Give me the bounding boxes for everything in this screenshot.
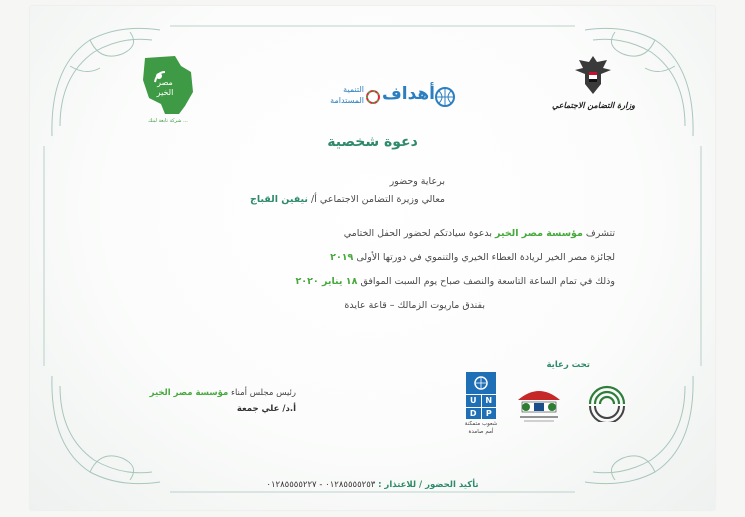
ministry-logo — [552, 54, 636, 122]
eagle-emblem-icon — [573, 54, 613, 96]
invitation-line-3 — [295, 276, 615, 287]
signature-name: أ.د/ علي جمعة — [236, 404, 296, 414]
line2-text: لجائزة مصر الخير لريادة العطاء الخيري والتنموي في دورتها الأولى — [356, 252, 615, 263]
line1-end: بدعوة سيادتكم لحضور الحفل الختامي — [343, 228, 493, 239]
minister-prefix: معالي وزيرة التضامن الاجتماعي أ/ — [311, 194, 445, 205]
sdg-sub1: التنمية — [343, 85, 364, 94]
un-laurel-icon — [473, 375, 489, 391]
rsvp-line — [30, 480, 715, 490]
undp-letter-p: P — [482, 408, 497, 420]
sdg-sub2: المستدامة — [330, 96, 364, 105]
minister-line — [250, 194, 445, 205]
signature-role-prefix: رئيس مجلس أمناء — [230, 388, 296, 398]
line1-start: تتشرف — [585, 228, 615, 239]
line3-text: وذلك في تمام الساعة التاسعة والنصف صباح يوم السبت الموافق — [360, 276, 615, 287]
line3-date: ١٨ يناير ٢٠٢٠ — [295, 276, 358, 287]
undp-caption-1: شعوب متمكنة — [464, 421, 498, 427]
undp-logo — [466, 372, 496, 436]
misr-logo-line2: الخير — [156, 88, 174, 97]
misr-elkheir-logo — [135, 52, 201, 124]
signature-org: مؤسسة مصر الخير — [149, 388, 229, 398]
line1-org: مؤسسة مصر الخير — [495, 228, 583, 239]
undp-letter-u: U — [466, 395, 481, 407]
undp-letter-n: N — [482, 395, 497, 407]
invitation-card — [30, 6, 715, 510]
invitation-line-4: بفندق ماريوت الزمالك – قاعة عايدة — [344, 300, 485, 311]
rsvp-label: تأكيد الحضور / للاعتذار : — [378, 480, 479, 490]
sdg-main-text: أهداف — [382, 84, 436, 104]
undp-caption-2: أمم صامدة — [468, 429, 494, 435]
misr-logo-caption: شركة تابعة لبنك ... — [148, 118, 188, 124]
minister-name: نيفين القباج — [250, 194, 308, 205]
sdg-wheel-icon — [366, 90, 380, 104]
rsvp-phones: ٠١٢٨٥٥٥٥٢٥٣ - ٠١٢٨٥٥٥٥٢٢٧ — [266, 480, 376, 490]
sdg-logo — [292, 82, 462, 112]
sponsors-label: تحت رعاية — [546, 360, 590, 370]
sponsor-logo-2 — [514, 384, 564, 424]
invitation-line-2 — [330, 252, 615, 263]
signature-role — [126, 388, 296, 398]
sponsor-logo-3 — [582, 384, 632, 422]
un-emblem-icon — [434, 86, 456, 108]
invitation-line-1 — [344, 228, 615, 239]
line2-year: ٢٠١٩ — [330, 252, 354, 263]
ministry-name: وزارة التضامن الاجتماعي — [552, 100, 636, 110]
misr-logo-line1: مصر — [157, 78, 173, 87]
invitation-title: دعوة شخصية — [327, 134, 418, 150]
undp-letter-d: D — [466, 408, 481, 420]
under-patronage-text: برعاية وحضور — [389, 176, 445, 187]
